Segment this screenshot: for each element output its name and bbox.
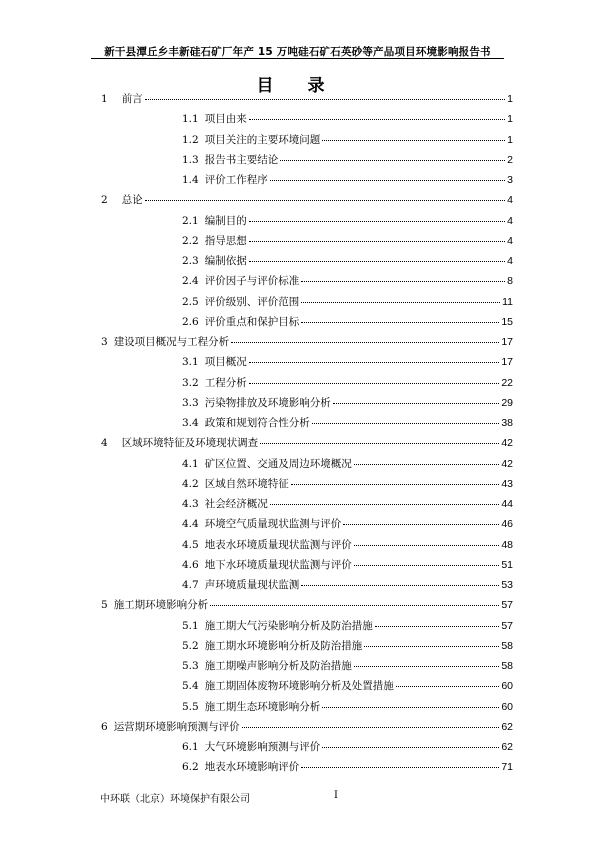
toc-entry-number: 1.1 (182, 113, 199, 126)
toc-entry-number: 1.4 (182, 174, 199, 186)
toc-section-entry[interactable] (182, 315, 513, 329)
toc-entry-page: 62 (501, 720, 513, 733)
toc-entry-number: 5.3 (182, 660, 199, 672)
toc-leader-dots (270, 179, 505, 181)
toc-leader-dots (249, 361, 500, 363)
toc-entry-number: 3.4 (182, 417, 199, 429)
toc-entry-page: 3 (507, 174, 513, 186)
toc-section-entry[interactable] (182, 760, 513, 774)
toc-leader-dots (260, 442, 499, 444)
toc-entry-title: 施工期环境影响分析 (113, 599, 209, 612)
toc-entry-page: 53 (501, 579, 513, 591)
toc-leader-dots (249, 260, 505, 262)
toc-leader-dots (231, 341, 499, 343)
toc-section-entry[interactable] (182, 619, 513, 633)
toc-entry-page: 42 (501, 437, 513, 450)
toc-entry-page: 29 (501, 396, 513, 409)
toc-leader-dots (301, 766, 499, 768)
toc-entry-title: 社会经济概况 (204, 498, 268, 510)
toc-section-entry[interactable] (182, 376, 513, 390)
toc-entry-number: 4.5 (182, 538, 199, 551)
toc-entry-page: 1 (507, 113, 513, 126)
toc-section-entry[interactable] (182, 517, 513, 531)
toc-entry-title: 声环境质量现状监测 (204, 579, 300, 591)
toc-section-entry[interactable] (182, 295, 513, 309)
toc-leader-dots (270, 503, 500, 505)
toc-leader-dots (354, 665, 500, 667)
toc-entry-title: 污染物排放及环境影响分析 (204, 396, 331, 409)
toc-entry-number: 2 (101, 194, 108, 207)
toc-section-entry[interactable] (182, 355, 513, 369)
toc-leader-dots (249, 382, 500, 384)
toc-entry-title: 地下水环境质量现状监测与评价 (204, 558, 352, 571)
toc-entry-page: 2 (507, 153, 513, 166)
toc-section-entry[interactable] (182, 659, 513, 673)
toc-entry-page: 42 (501, 457, 513, 470)
toc-leader-dots (249, 118, 505, 120)
toc-leader-dots (291, 483, 500, 485)
toc-leader-dots (210, 604, 499, 606)
toc-entry-number: 4.6 (182, 558, 199, 571)
toc-chapter-entry[interactable] (101, 92, 513, 106)
toc-entry-number: 4.2 (182, 477, 199, 490)
toc-entry-page: 57 (501, 619, 513, 632)
toc-entry-page: 11 (502, 295, 513, 308)
toc-entry-number: 2.4 (182, 275, 199, 288)
toc-chapter-entry[interactable] (101, 193, 513, 207)
toc-entry-page: 57 (501, 599, 513, 612)
toc-entry-page: 51 (501, 558, 513, 571)
toc-entry-title: 施工期噪声影响分析及防治措施 (204, 660, 352, 672)
toc-entry-title: 评价工作程序 (204, 174, 268, 186)
toc-section-entry[interactable] (182, 639, 513, 653)
toc-entry-title: 运营期环境影响预测与评价 (113, 720, 240, 733)
toc-entry-number: 6.1 (182, 741, 199, 753)
toc-entry-number: 4.3 (182, 498, 199, 510)
toc-entry-number: 4.7 (182, 579, 199, 591)
toc-entry-page: 4 (507, 234, 513, 247)
toc-entry-number: 5.4 (182, 680, 199, 693)
toc-entry-number: 5.1 (182, 619, 199, 632)
toc-section-entry[interactable] (182, 173, 513, 187)
toc-section-entry[interactable] (182, 133, 513, 147)
toc-leader-dots (322, 139, 505, 141)
toc-entry-title: 施工期生态环境影响分析 (204, 700, 321, 713)
toc-entry-page: 8 (507, 275, 513, 288)
toc-entry-page: 71 (501, 761, 513, 774)
toc-entry-page: 58 (501, 660, 513, 672)
toc-entry-number: 4.1 (182, 457, 199, 470)
toc-leader-dots (375, 625, 500, 627)
toc-leader-dots (301, 321, 499, 323)
toc-leader-dots (249, 240, 505, 242)
toc-leader-dots (301, 301, 500, 303)
toc-chapter-entry[interactable] (101, 720, 513, 734)
toc-entry-title: 施工期固体废物环境影响分析及处置措施 (204, 680, 394, 693)
toc-entry-number: 1.3 (182, 153, 199, 166)
toc-leader-dots (301, 280, 505, 282)
toc-section-entry[interactable] (182, 274, 513, 288)
toc-leader-dots (242, 726, 500, 728)
toc-entry-number: 3.1 (182, 356, 199, 369)
toc-section-entry[interactable] (182, 679, 513, 693)
toc-entry-page: 17 (501, 336, 513, 348)
toc-entry-number: 2.2 (182, 234, 199, 247)
toc-entry-number: 3.2 (182, 376, 199, 389)
toc-entry-number: 1.2 (182, 133, 199, 146)
toc-entry-page: 62 (501, 741, 513, 753)
toc-entry-number: 2.6 (182, 315, 199, 328)
toc-entry-page: 4 (507, 255, 513, 267)
toc-entry-title: 建设项目概况与工程分析 (113, 336, 230, 348)
toc-leader-dots (322, 706, 499, 708)
toc-leader-dots (312, 422, 500, 424)
toc-entry-title: 施工期大气污染影响分析及防治措施 (204, 619, 373, 632)
toc-entry-title: 地表水环境质量现状监测与评价 (204, 538, 352, 551)
toc-leader-dots (364, 645, 499, 647)
toc-entry-title: 政策和规划符合性分析 (204, 417, 310, 429)
header-rule (91, 58, 504, 59)
toc-entry-page: 48 (501, 538, 513, 551)
toc-entry-title: 指导思想 (204, 234, 247, 247)
toc-leader-dots (343, 523, 499, 525)
toc-entry-number: 5 (101, 599, 108, 612)
toc-entry-page: 44 (501, 498, 513, 510)
toc-entry-number: 3 (101, 336, 108, 348)
toc-entry-page: 4 (507, 194, 513, 207)
toc-entry-page: 22 (501, 376, 513, 389)
toc-entry-number: 6 (101, 720, 108, 733)
toc-entry-page: 60 (501, 680, 513, 693)
toc-entry-title: 总论 (121, 194, 143, 207)
toc-heading: 目 录 (256, 76, 339, 96)
toc-entry-title: 评价重点和保护目标 (204, 315, 300, 328)
toc-entry-page: 38 (501, 417, 513, 429)
running-header-title: 新干县潭丘乡丰新硅石矿厂年产 15 万吨硅石矿石英砂等产品项目环境影响报告书 (104, 46, 491, 58)
toc-entry-page: 46 (501, 518, 513, 531)
toc-chapter-entry[interactable] (101, 335, 513, 349)
toc-entry-title: 区域自然环境特征 (204, 477, 289, 490)
toc-section-entry[interactable] (182, 558, 513, 572)
toc-entry-title: 工程分析 (204, 376, 247, 389)
toc-leader-dots (354, 544, 500, 546)
toc-entry-title: 编制依据 (204, 255, 247, 267)
toc-entry-page: 1 (507, 93, 513, 105)
footer-page-number: I (334, 790, 338, 801)
toc-leader-dots (354, 463, 500, 465)
toc-entry-title: 项目关注的主要环境问题 (204, 133, 321, 146)
toc-section-entry[interactable] (182, 112, 513, 126)
toc-section-entry[interactable] (182, 254, 513, 268)
toc-section-entry[interactable] (182, 396, 513, 410)
toc-leader-dots (396, 685, 500, 687)
toc-leader-dots (145, 199, 505, 201)
toc-entry-title: 编制目的 (204, 214, 247, 227)
toc-entry-number: 2.1 (182, 214, 199, 227)
toc-entry-page: 4 (507, 214, 513, 227)
toc-entry-page: 17 (501, 356, 513, 369)
toc-entry-title: 地表水环境影响评价 (204, 761, 300, 774)
toc-section-entry[interactable] (182, 416, 513, 430)
toc-entry-number: 6.2 (182, 761, 199, 774)
footer-company: 中环联（北京）环境保护有限公司 (100, 794, 250, 805)
toc-section-entry[interactable] (182, 538, 513, 552)
toc-section-entry[interactable] (182, 477, 513, 491)
toc-entry-number: 5.2 (182, 639, 199, 652)
toc-entry-page: 60 (501, 700, 513, 713)
toc-entry-title: 项目概况 (204, 356, 247, 369)
toc-leader-dots (354, 564, 500, 566)
toc-entry-title: 大气环境影响预测与评价 (204, 741, 321, 753)
toc-entry-title: 环境空气质量现状监测与评价 (204, 518, 342, 531)
toc-section-entry[interactable] (182, 214, 513, 228)
toc-entry-number: 4 (101, 437, 108, 450)
toc-leader-dots (322, 746, 499, 748)
toc-leader-dots (301, 584, 499, 586)
toc-leader-dots (333, 402, 500, 404)
toc-entry-number: 3.3 (182, 396, 199, 409)
toc-entry-page: 58 (501, 639, 513, 652)
toc-entry-number: 1 (101, 93, 108, 105)
toc-entry-title: 前言 (121, 93, 143, 105)
toc-entry-page: 43 (501, 477, 513, 490)
toc-section-entry[interactable] (182, 497, 513, 511)
toc-section-entry[interactable] (182, 153, 513, 167)
toc-entry-title: 报告书主要结论 (204, 153, 279, 166)
toc-section-entry[interactable] (182, 700, 513, 714)
toc-chapter-entry[interactable] (101, 436, 513, 450)
toc-entry-title: 项目由来 (204, 113, 247, 126)
toc-entry-title: 区域环境特征及环境现状调查 (121, 437, 259, 450)
toc-entry-title: 评价级别、评价范围 (204, 295, 300, 308)
toc-entry-number: 4.4 (182, 518, 199, 531)
toc-entry-number: 5.5 (182, 700, 199, 713)
toc-entry-page: 15 (501, 315, 513, 328)
toc-entry-number: 2.3 (182, 255, 199, 267)
toc-section-entry[interactable] (182, 578, 513, 592)
toc-leader-dots (280, 159, 505, 161)
toc-chapter-entry[interactable] (101, 598, 513, 612)
toc-section-entry[interactable] (182, 740, 513, 754)
toc-section-entry[interactable] (182, 234, 513, 248)
toc-section-entry[interactable] (182, 457, 513, 471)
toc-entry-title: 施工期水环境影响分析及防治措施 (204, 639, 363, 652)
toc-entry-number: 2.5 (182, 295, 199, 308)
toc-leader-dots (145, 98, 505, 100)
toc-entry-title: 评价因子与评价标准 (204, 275, 300, 288)
toc-entry-title: 矿区位置、交通及周边环境概况 (204, 457, 352, 470)
toc-entry-page: 1 (507, 133, 513, 146)
toc-leader-dots (249, 220, 505, 222)
